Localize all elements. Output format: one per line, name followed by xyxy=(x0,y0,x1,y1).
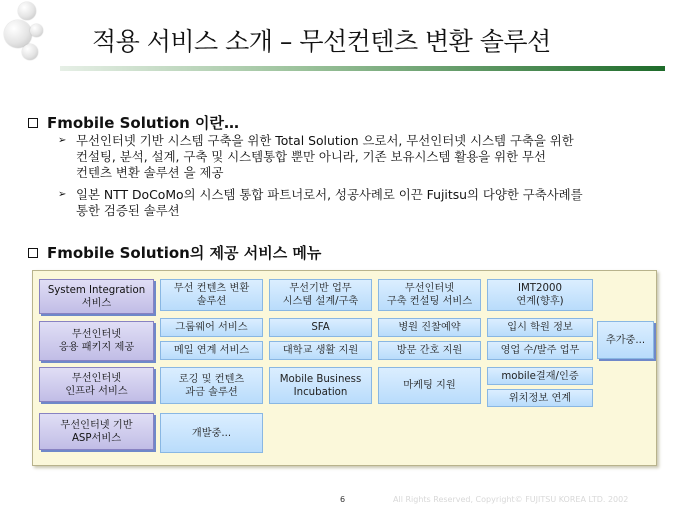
menu-cell xyxy=(269,279,372,311)
menu-cell: 대학교 생활 지원 xyxy=(269,341,372,360)
section-heading-2 xyxy=(28,242,321,263)
checkbox-bullet-icon xyxy=(28,118,38,128)
title-underline xyxy=(60,66,665,71)
bubble-circle xyxy=(30,24,43,37)
menu-cell-line: 시스템 설계/구축 xyxy=(282,296,359,307)
checkbox-bullet-icon xyxy=(28,248,38,258)
menu-cell-line: 무선인터넷 xyxy=(404,283,455,294)
menu-cell-line: Mobile Business xyxy=(279,373,362,385)
row-head-line: 서비스 xyxy=(81,297,112,309)
section-heading-text: Fmobile Solution 이란… xyxy=(47,114,240,132)
menu-cell-line: 솔루션 xyxy=(196,296,227,307)
bullet-item-2 xyxy=(58,187,583,219)
row-head-line: 인프라 서비스 xyxy=(65,385,128,397)
menu-cell-line: 구축 컨설팅 서비스 xyxy=(386,296,473,307)
menu-cell-line: 무선기반 업무 xyxy=(289,283,352,294)
bullet-line: 통한 검증된 솔루션 xyxy=(76,203,180,219)
row-head-system-integration xyxy=(39,279,154,314)
menu-cell xyxy=(269,367,372,404)
menu-cell: 메일 연계 서비스 xyxy=(160,341,263,360)
menu-cell-line: 로깅 및 컨텐츠 xyxy=(178,373,245,385)
row-head-asp-service xyxy=(39,413,154,450)
menu-cell-line: Incubation xyxy=(293,386,348,398)
section-heading-text: Fmobile Solution의 제공 서비스 메뉴 xyxy=(47,244,322,262)
arrow-bullet-icon: ➢ xyxy=(58,189,67,200)
bubble-circle xyxy=(22,44,38,60)
menu-cell-adding: 추가중... xyxy=(597,321,654,359)
menu-cell xyxy=(160,279,263,311)
row-head-line: 응용 패키지 제공 xyxy=(58,342,135,353)
menu-cell: 개발중... xyxy=(160,413,263,453)
copyright-text: All Rights Reserved, Copyright© FUJITSU KOREA LTD. 2002 xyxy=(393,495,629,504)
menu-cell: 그룹웨어 서비스 xyxy=(160,318,263,337)
row-head-line: 무선인터넷 xyxy=(71,372,122,384)
row-head-line: ASP서비스 xyxy=(71,432,122,444)
menu-cell: 마케팅 지원 xyxy=(378,367,481,404)
bullet-line: 일본 NTT DoCoMo의 시스템 통합 파트너로서, 성공사례로 이끈 Fujitsu의 다양한 구축사례를 xyxy=(76,187,583,202)
bullet-line: 무선인터넷 기반 시스템 구축을 위한 Total Solution 으로서, 무선인터넷 시스템 구축을 위한 xyxy=(76,133,574,148)
menu-cell xyxy=(160,367,263,404)
menu-cell: 입시 학원 정보 xyxy=(487,318,593,337)
row-head-application-package xyxy=(39,321,154,361)
menu-cell: 방문 간호 지원 xyxy=(378,341,481,360)
row-head-line: 무선인터넷 기반 xyxy=(60,419,133,431)
menu-cell xyxy=(487,279,593,311)
arrow-bullet-icon: ➢ xyxy=(58,135,67,146)
menu-cell: mobile결재/인증 xyxy=(487,367,593,385)
bullet-line: 컨텐츠 변환 솔루션 을 제공 xyxy=(76,165,224,181)
bullet-item-1 xyxy=(58,133,574,182)
menu-cell-line: IMT2000 xyxy=(518,283,562,294)
menu-cell-line: 과금 솔루션 xyxy=(185,386,238,398)
section-heading-1 xyxy=(28,112,239,133)
menu-cell xyxy=(378,279,481,311)
bullet-line: 컨설팅, 분석, 설계, 구축 및 시스템통합 뿐만 아니라, 기존 보유시스템 활용을 위한 무선 xyxy=(76,149,546,165)
menu-cell-line: 무선 컨텐츠 변환 xyxy=(173,283,250,294)
slide-title: 적용 서비스 소개 – 무선컨텐츠 변환 솔루션 xyxy=(92,27,551,56)
row-head-line: System Integration xyxy=(47,284,146,296)
menu-cell: 영업 수/발주 업무 xyxy=(487,341,593,360)
bubble-circle xyxy=(18,2,36,20)
page-number: 6 xyxy=(340,495,346,504)
decorative-bubbles xyxy=(0,0,70,70)
menu-cell: SFA xyxy=(269,318,372,337)
menu-cell: 위치정보 연계 xyxy=(487,389,593,407)
menu-cell-line: 연계(향후) xyxy=(516,296,564,307)
row-head-infra-service xyxy=(39,367,154,402)
menu-cell: 병원 진찰예약 xyxy=(378,318,481,337)
row-head-line: 무선인터넷 xyxy=(71,329,122,340)
